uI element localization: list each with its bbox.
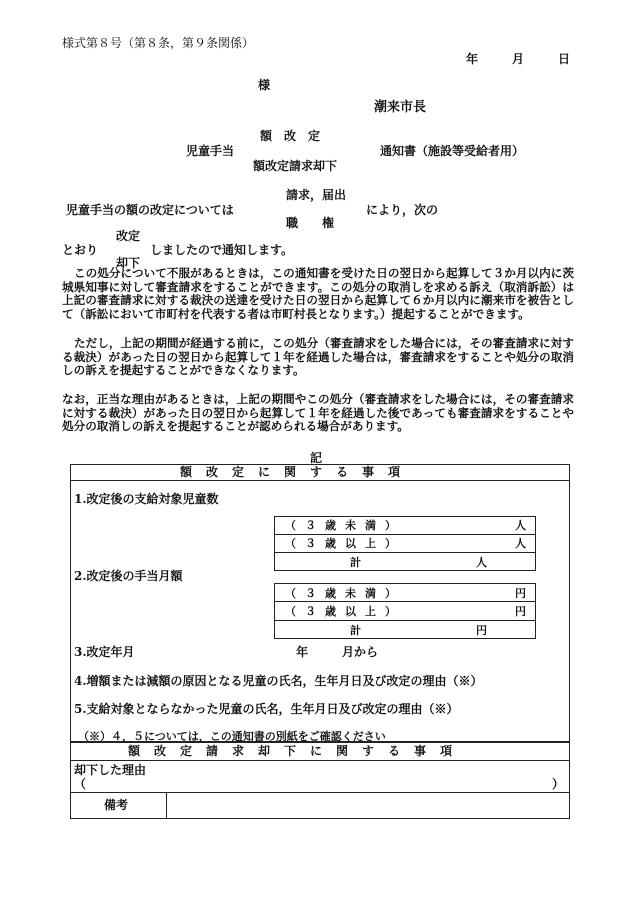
table-divider [70,480,570,481]
amount-under3-label: （３歳未満） [285,587,405,600]
amount-row-divider [274,601,536,602]
item4-label: 4.増額または減額の原因となる児童の氏名，生年月日及び改定の理由（※） [74,674,483,688]
reason-open-paren: （ [74,777,87,791]
notice-paragraph-2: ただし，上記の期間が経過する前に，この処分（審査請求をした場合には，その審査請求に対する裁決）があった日の翌日から起算して１年を経過した場合は，審査請求をすることや処分の取消しの訴えを提起することができなくなります。 [62,336,574,378]
table-divider [70,792,570,793]
title-suffix: 通知書（施設等受給者用） [380,144,525,158]
intro-result-reject: 却下 [116,256,141,270]
item5-label: 5.支給対象とならなかった児童の氏名，生年月日及び改定の理由（※） [74,702,459,716]
intro-option-request: 請求，届出 [286,188,347,202]
notice-paragraph-1: この処分について不服があるときは，この通知書を受けた日の翌日から起算して３か月以内に茨城県知事に対して審査請求をすることができます。この処分の取消しを求める訴え（取消訴訟）は上記の審査請求に対する裁決の送達を受けた日の翌日から起算して６か月以内に潮来市を被告として（訴訟において市町村を代表する者は市町村長となります。）提起することができます。 [62,266,574,321]
footnote: （※）４，５については，この通知書の別紙をご確認ください [78,730,386,743]
children-under3-unit: 人 [515,519,526,532]
date-year-label: 年 [466,52,479,66]
children-total-unit: 人 [476,556,487,569]
children-total-label: 計 [350,556,361,569]
form-number: 様式第８号（第８条，第９条関係） [62,36,255,50]
intro-line1-prefix: 児童手当の額の改定については [66,203,234,217]
children-under3-label: （３歳未満） [285,519,405,532]
item3-year: 年 [296,645,309,659]
remarks-divider [166,792,167,819]
title-prefix: 児童手当 [186,144,235,158]
amount-over3-label: （３歳以上） [285,605,405,618]
section1-title: 額改定に関する事項 [180,465,415,479]
children-row-divider [274,552,536,553]
issuer-name: 潮来市長 [374,100,427,115]
amount-row-divider [274,620,536,621]
amount-under3-unit: 円 [515,587,526,600]
item3-month: 月から [342,645,379,659]
reason-close-paren: ） [552,777,565,791]
amount-total-unit: 円 [476,624,487,637]
title-option-revise: 額 改 定 [260,129,321,143]
date-month-label: 月 [512,52,525,66]
record-ki: 記 [310,451,323,465]
item3-label: 3.改定年月 [74,645,135,659]
reason-label: 却下した理由 [74,763,147,777]
children-row-divider [274,534,536,535]
title-option-reject: 額改定請求却下 [253,159,338,173]
table-divider [70,760,570,761]
date-day-label: 日 [558,52,571,66]
amount-total-label: 計 [350,624,361,637]
children-over3-label: （３歳以上） [285,537,405,550]
intro-option-ex-officio: 職 権 [286,216,335,230]
intro-line1-suffix: により，次の [366,203,439,217]
amount-over3-unit: 円 [515,605,526,618]
section2-title: 額改定請求却下に関する事項 [128,744,467,758]
intro-result-suffix: しましたので通知します。 [150,243,294,257]
intro-result-revise: 改定 [116,229,141,243]
remarks-label: 備考 [104,798,129,812]
notice-paragraph-3: なお，正当な理由があるときは，上記の期間やこの処分（審査請求をした場合には，その審査請求に対する裁決）があった日の翌日から起算して１年を経過した後であっても審査請求をすることや処分の取消しの訴えを提起することが認められる場合があります。 [62,392,574,434]
addressee-suffix: 様 [258,78,271,92]
item1-label: 1.改定後の支給対象児童数 [74,492,219,506]
children-over3-unit: 人 [515,537,526,550]
intro-result-prefix: とおり [62,243,99,257]
item2-label: 2.改定後の手当月額 [74,569,183,583]
